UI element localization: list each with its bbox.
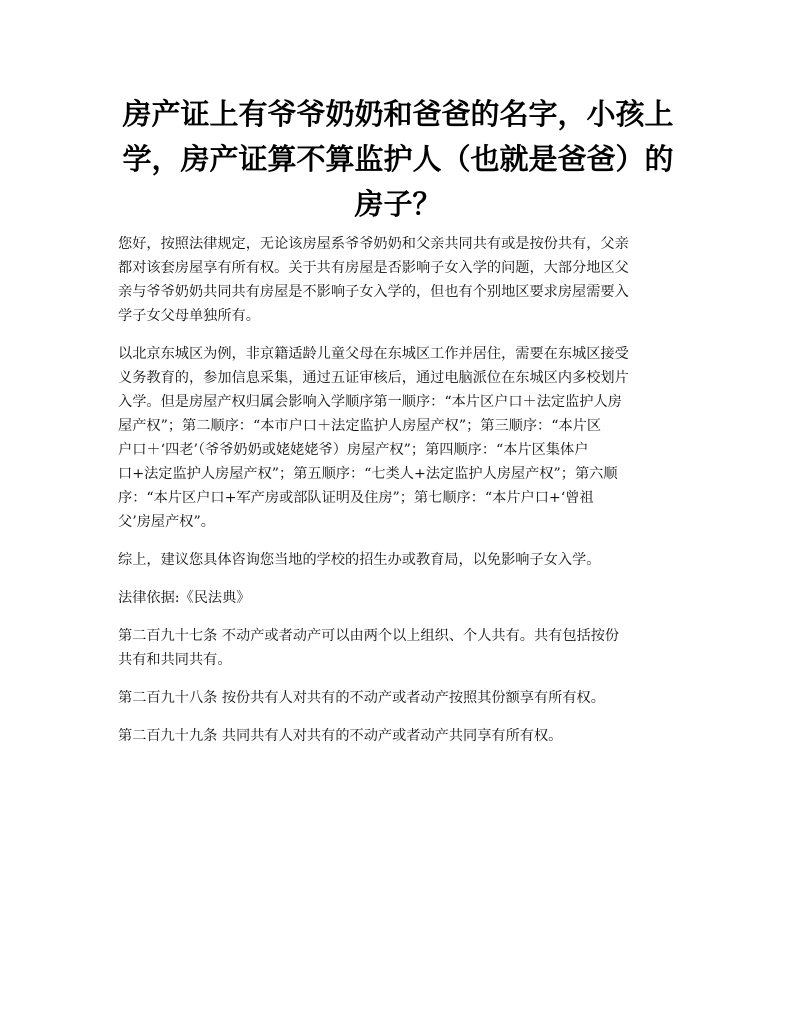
article-298-paragraph <box>118 686 680 710</box>
document-title <box>112 92 684 227</box>
article-299-paragraph <box>118 724 680 748</box>
text-line: 口+法定监护人房屋产权”；第五顺序：“七类人+法定监护人房屋产权”；第六顺 <box>118 466 618 482</box>
beijing-example-paragraph <box>118 342 680 534</box>
text-line: 义务教育的，参加信息采集，通过五证审核后，通过电脑派位在东城区内多校划片 <box>118 370 629 386</box>
text-line: 第二百九十八条 按份共有人对共有的不动产或者动产按照其份额享有所有权。 <box>118 690 605 706</box>
text-line: 第二百九十九条 共同共有人对共有的不动产或者动产共同享有所有权。 <box>118 728 563 744</box>
text-line: 第二百九十七条 不动产或者动产可以由两个以上组织、个人共有。共有包括按份 <box>118 628 620 644</box>
document-body <box>118 232 680 762</box>
title-line-1: 房产证上有爷爷奶奶和爸爸的名字，小孩上 <box>122 97 674 131</box>
text-line: 父’房屋产权”。 <box>118 514 215 530</box>
article-297-paragraph <box>118 624 680 672</box>
text-line: 学子女父母单独所有。 <box>118 308 260 324</box>
text-line: 以北京东城区为例，非京籍适龄儿童父母在东城区工作并居住，需要在东城区接受 <box>118 346 629 362</box>
title-line-2: 学，房产证算不算监护人（也就是爸爸）的 <box>122 142 674 176</box>
text-line: 入学。但是房屋产权归属会影响入学顺序第一顺序：“本片区户口＋法定监护人房 <box>118 394 622 410</box>
text-line: 序：“本片区户口+军产房或部队证明及住房”；第七顺序：“本片户口+‘曾祖 <box>118 490 594 506</box>
text-line: 都对该套房屋享有所有权。关于共有房屋是否影响子女入学的问题，大部分地区父 <box>118 260 629 276</box>
text-line: 屋产权”；第二顺序：“本市户口＋法定监护人房屋产权”；第三顺序：“本片区 <box>118 418 602 434</box>
title-line-3: 房子？ <box>354 187 442 221</box>
conclusion-paragraph <box>118 548 680 572</box>
text-line: 户口＋‘四老’（爷爷奶奶或姥姥姥爷）房屋产权”；第四顺序：“本片区集体户 <box>118 442 589 458</box>
text-line: 共有和共同共有。 <box>118 652 232 668</box>
answer-intro-paragraph <box>118 232 680 328</box>
legal-basis-heading <box>118 586 680 610</box>
text-line: 您好，按照法律规定，无论该房屋系爷爷奶奶和父亲共同共有或是按份共有，父亲 <box>118 236 629 252</box>
text-line: 法律依据:《民法典》 <box>118 590 251 606</box>
text-line: 亲与爷爷奶奶共同共有房屋是不影响子女入学的，但也有个别地区要求房屋需要入 <box>118 284 629 300</box>
text-line: 综上，建议您具体咨询您当地的学校的招生办或教育局，以免影响子女入学。 <box>118 552 601 568</box>
